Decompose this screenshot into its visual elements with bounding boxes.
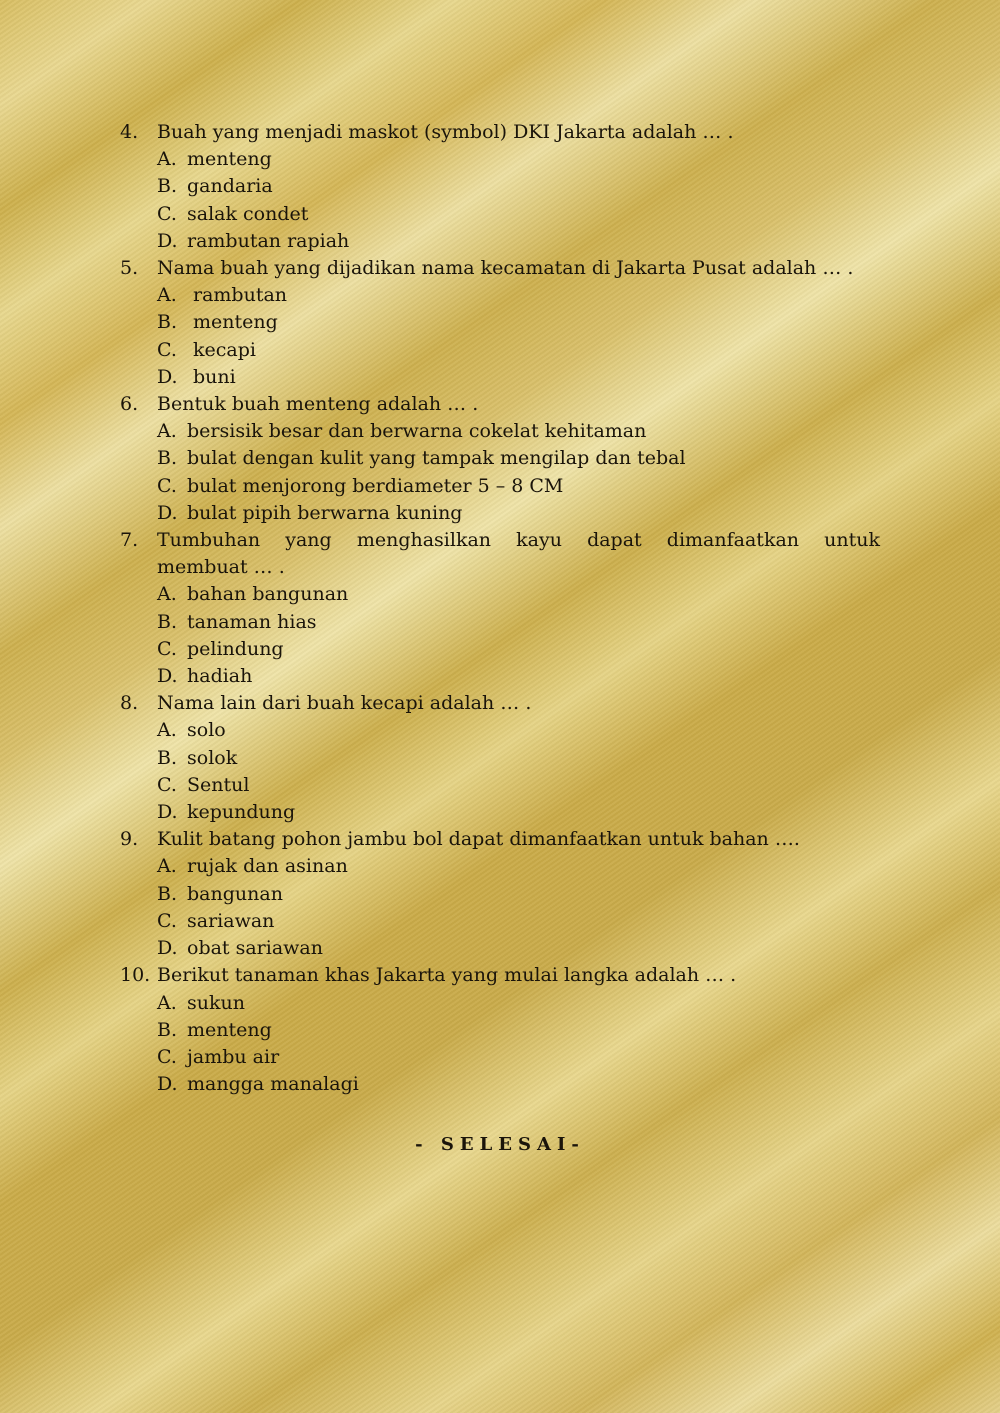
option-text: menteng: [187, 1018, 272, 1041]
option-letter: A.: [157, 855, 177, 878]
question-10: [120, 962, 880, 1098]
option-b[interactable]: [120, 881, 880, 908]
option-a[interactable]: [120, 990, 880, 1017]
option-text: bangunan: [187, 882, 283, 905]
question-number: 8.: [120, 692, 139, 715]
option-c[interactable]: [120, 337, 880, 364]
option-letter: C.: [157, 474, 177, 497]
option-letter: C.: [157, 1045, 177, 1068]
option-letter: D.: [157, 665, 178, 688]
option-a[interactable]: [120, 581, 880, 608]
option-text: rambutan: [193, 284, 288, 307]
option-letter: C.: [157, 637, 177, 660]
option-letter: D.: [157, 937, 178, 960]
option-d[interactable]: [120, 1071, 880, 1098]
option-text: mangga manalagi: [187, 1073, 359, 1096]
option-a[interactable]: [120, 853, 880, 880]
question-text: Kulit batang pohon jambu bol dapat dimanfaatkan untuk bahan ….: [157, 828, 800, 851]
option-b[interactable]: [120, 745, 880, 772]
option-text: gandaria: [187, 175, 273, 198]
question-text: Tumbuhan yang menghasilkan kayu dapat dimanfaatkan untuk: [157, 529, 880, 552]
option-letter: A.: [157, 420, 177, 443]
option-letter: B.: [157, 1018, 178, 1041]
option-text: hadiah: [187, 665, 253, 688]
question-number: 7.: [120, 529, 139, 552]
option-text: rambutan rapiah: [187, 229, 350, 252]
option-c[interactable]: [120, 636, 880, 663]
option-b[interactable]: [120, 309, 880, 336]
option-letter: B.: [157, 882, 178, 905]
option-text: tanaman hias: [187, 610, 317, 633]
option-b[interactable]: [120, 445, 880, 472]
option-text: bulat pipih berwarna kuning: [187, 501, 463, 524]
option-a[interactable]: [120, 146, 880, 173]
option-text: salak condet: [187, 202, 309, 225]
option-letter: C.: [157, 909, 177, 932]
option-text: buni: [193, 365, 236, 388]
question-6: [120, 391, 880, 527]
question-list: [120, 119, 880, 1098]
option-d[interactable]: [120, 364, 880, 391]
option-b[interactable]: [120, 173, 880, 200]
option-text: rujak dan asinan: [187, 855, 348, 878]
option-d[interactable]: [120, 228, 880, 255]
question-text: Berikut tanaman khas Jakarta yang mulai langka adalah … .: [157, 964, 737, 987]
option-text: kepundung: [187, 801, 296, 824]
option-b[interactable]: [120, 1017, 880, 1044]
question-text: Nama lain dari buah kecapi adalah … .: [157, 692, 532, 715]
option-text: Sentul: [187, 773, 250, 796]
option-text: sariawan: [187, 909, 275, 932]
end-marker: - SELESAI-: [415, 1134, 585, 1155]
option-letter: A.: [157, 583, 177, 606]
option-letter: C.: [157, 773, 177, 796]
option-text: solok: [187, 746, 238, 769]
option-letter: B.: [157, 447, 178, 470]
option-a[interactable]: [120, 282, 880, 309]
option-letter: B.: [157, 746, 178, 769]
option-letter: D.: [157, 229, 178, 252]
option-letter: A.: [157, 148, 177, 171]
question-text: Buah yang menjadi maskot (symbol) DKI Jakarta adalah … .: [157, 121, 734, 143]
option-c[interactable]: [120, 908, 880, 935]
option-c[interactable]: [120, 772, 880, 799]
question-number: 10.: [120, 964, 151, 987]
option-text: jambu air: [187, 1045, 280, 1068]
option-letter: A.: [157, 991, 177, 1014]
option-c[interactable]: [120, 201, 880, 228]
option-d[interactable]: [120, 935, 880, 962]
option-text: kecapi: [193, 338, 256, 361]
option-text: obat sariawan: [187, 937, 323, 960]
option-letter: C.: [157, 202, 177, 225]
question-number: 4.: [120, 121, 139, 143]
option-a[interactable]: [120, 717, 880, 744]
question-7: [120, 527, 880, 690]
question-text-continued: membuat … .: [157, 556, 285, 579]
option-letter: D.: [157, 501, 178, 524]
option-text: pelindung: [187, 637, 284, 660]
option-d[interactable]: [120, 799, 880, 826]
question-4: [120, 119, 880, 255]
option-letter: B.: [157, 311, 178, 334]
option-c[interactable]: [120, 473, 880, 500]
option-letter: A.: [157, 719, 177, 742]
question-text: Bentuk buah menteng adalah … .: [157, 393, 479, 416]
option-letter: D.: [157, 1073, 178, 1096]
option-b[interactable]: [120, 609, 880, 636]
question-text: Nama buah yang dijadikan nama kecamatan di Jakarta Pusat adalah … .: [157, 257, 854, 280]
option-letter: A.: [157, 284, 177, 307]
question-number: 5.: [120, 257, 139, 280]
option-letter: B.: [157, 610, 178, 633]
option-letter: D.: [157, 801, 178, 824]
option-d[interactable]: [120, 500, 880, 527]
question-number: 6.: [120, 393, 139, 416]
option-text: sukun: [187, 991, 245, 1014]
option-d[interactable]: [120, 663, 880, 690]
option-text: bulat dengan kulit yang tampak mengilap dan tebal: [187, 447, 686, 470]
option-text: menteng: [187, 148, 272, 171]
option-letter: C.: [157, 338, 177, 361]
option-text: bulat menjorong berdiameter 5 – 8 CM: [187, 474, 564, 497]
option-a[interactable]: [120, 418, 880, 445]
option-text: bahan bangunan: [187, 583, 349, 606]
question-5: [120, 255, 880, 391]
option-text: bersisik besar dan berwarna cokelat kehitaman: [187, 420, 647, 443]
option-letter: D.: [157, 365, 178, 388]
option-text: solo: [187, 719, 226, 742]
option-letter: B.: [157, 175, 178, 198]
question-8: [120, 690, 880, 826]
option-text: menteng: [193, 311, 278, 334]
question-9: [120, 826, 880, 962]
option-c[interactable]: [120, 1044, 880, 1071]
question-number: 9.: [120, 828, 139, 851]
